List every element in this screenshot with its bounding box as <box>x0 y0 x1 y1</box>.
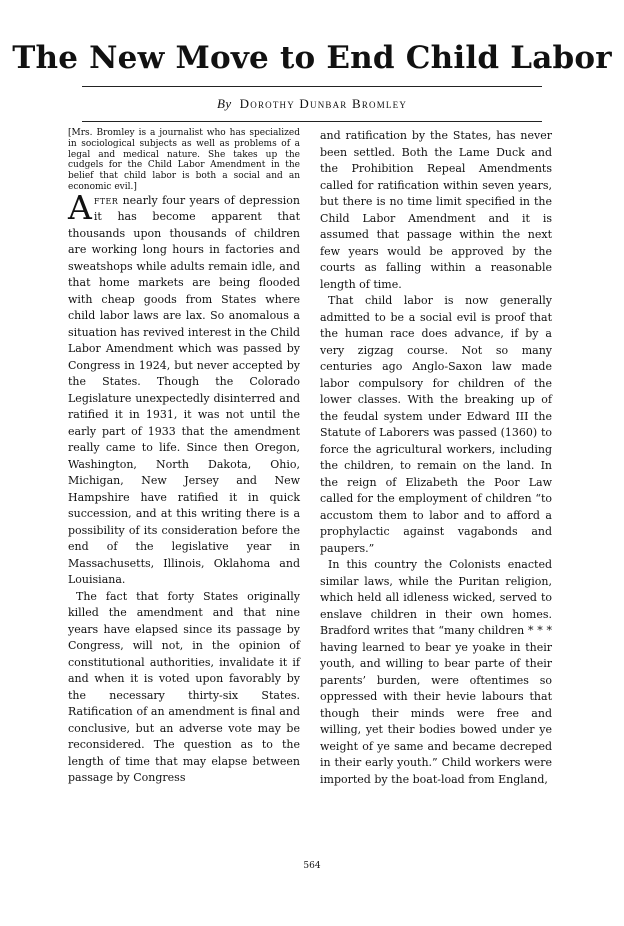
article-title: The New Move to End Child Labor <box>12 40 612 76</box>
byline <box>0 96 624 112</box>
lead-text: nearly four years of depression it has become apparent that thousands upon thousands of children are working long hours in factories and sweatshops while adults remain idle, and that home markets are being flooded with cheap goods from States where child labor laws are lax. So anomalous a situation has revived interest in the Child Labor Amendment which was passed by Congress in 1924, but never accepted by the States. Though the Colorado Legislature unexpectedly disinterred and ratified it in 1931, it was not until the early part of 1933 that the amendment really came to life. Since then Oregon, Washington, North Dakota, Ohio, Michigan, New Jersey and New Hampshire have ratified it in quick succession, and at this writing there is a possibility of its consideration before the end of the legislative year in Massachusetts, Illinois, Oklahoma and Louisiana. <box>68 193 300 587</box>
byline-rule <box>82 121 542 122</box>
drop-cap: A <box>68 187 92 227</box>
lead-small-caps: fter <box>93 193 119 207</box>
body-paragraph: and ratification by the States, has never been settled. Both the Lame Duck and the Prohibition Repeal Amendments called for ratification within seven years, but there is no time limit specified in the Child Labor Amendment and it is assumed that passage within the next few years would be approved by the courts as falling within a reasonable length of time. <box>320 129 552 291</box>
body-paragraph: That child labor is now generally admitted to be a social evil is proof that the human race does advance, if by a very zigzag course. Not so many centuries ago Anglo-Saxon law made labor compulsory for children of the lower classes. With the breaking up of the feudal system under Edward III the Statute of Laborers was passed (1360) to force the agricultural workers, including the children, to remain on the land. In the reign of Elizabeth the Poor Law called for the employment of children “to accustom them to labor and to afford a prophylactic against vagabonds and paupers.” <box>320 294 552 555</box>
byline-prefix: By <box>216 96 232 111</box>
editor-note: [Mrs. Bromley is a journalist who has specialized in sociological subjects as well as problems of a legal and medical nature. She takes up the cudgels for the Child Labor Amendment in the belief that child labor is both a social and an economic evil.] <box>68 128 300 192</box>
page-number: 564 <box>303 861 321 871</box>
lead-paragraph <box>68 187 300 589</box>
body-paragraph: The fact that forty States originally killed the amendment and that nine years have elapsed since its passage by Congress, will not, in the opinion of constitutional authorities, invalidate it if and when it is voted upon favorably by the necessary thirty-six States. Ratification of an amendment is final and conclusive, but an adverse vote may be reconsidered. The question as to the length of time that may elapse between passage by Congress <box>68 589 300 785</box>
body-paragraph: In this country the Colonists enacted similar laws, while the Puritan religion, which held all idleness wicked, served to enslave children in their own homes. Bradford writes that “many children * * * having learned to bear ye yoake in their youth, and willing to bear parte of their parents’ burden, were oftentimes so oppressed with their hevie labours that though their minds were free and willing, yet their bodies bowed under ye weight of ye same and became decreped in their early youth.” Child workers were imported by the boat-load from England, <box>320 558 552 786</box>
author-name: Dorothy Dunbar Bromley <box>239 96 408 111</box>
right-column <box>320 128 552 788</box>
left-column <box>68 128 300 787</box>
title-rule <box>82 86 542 87</box>
